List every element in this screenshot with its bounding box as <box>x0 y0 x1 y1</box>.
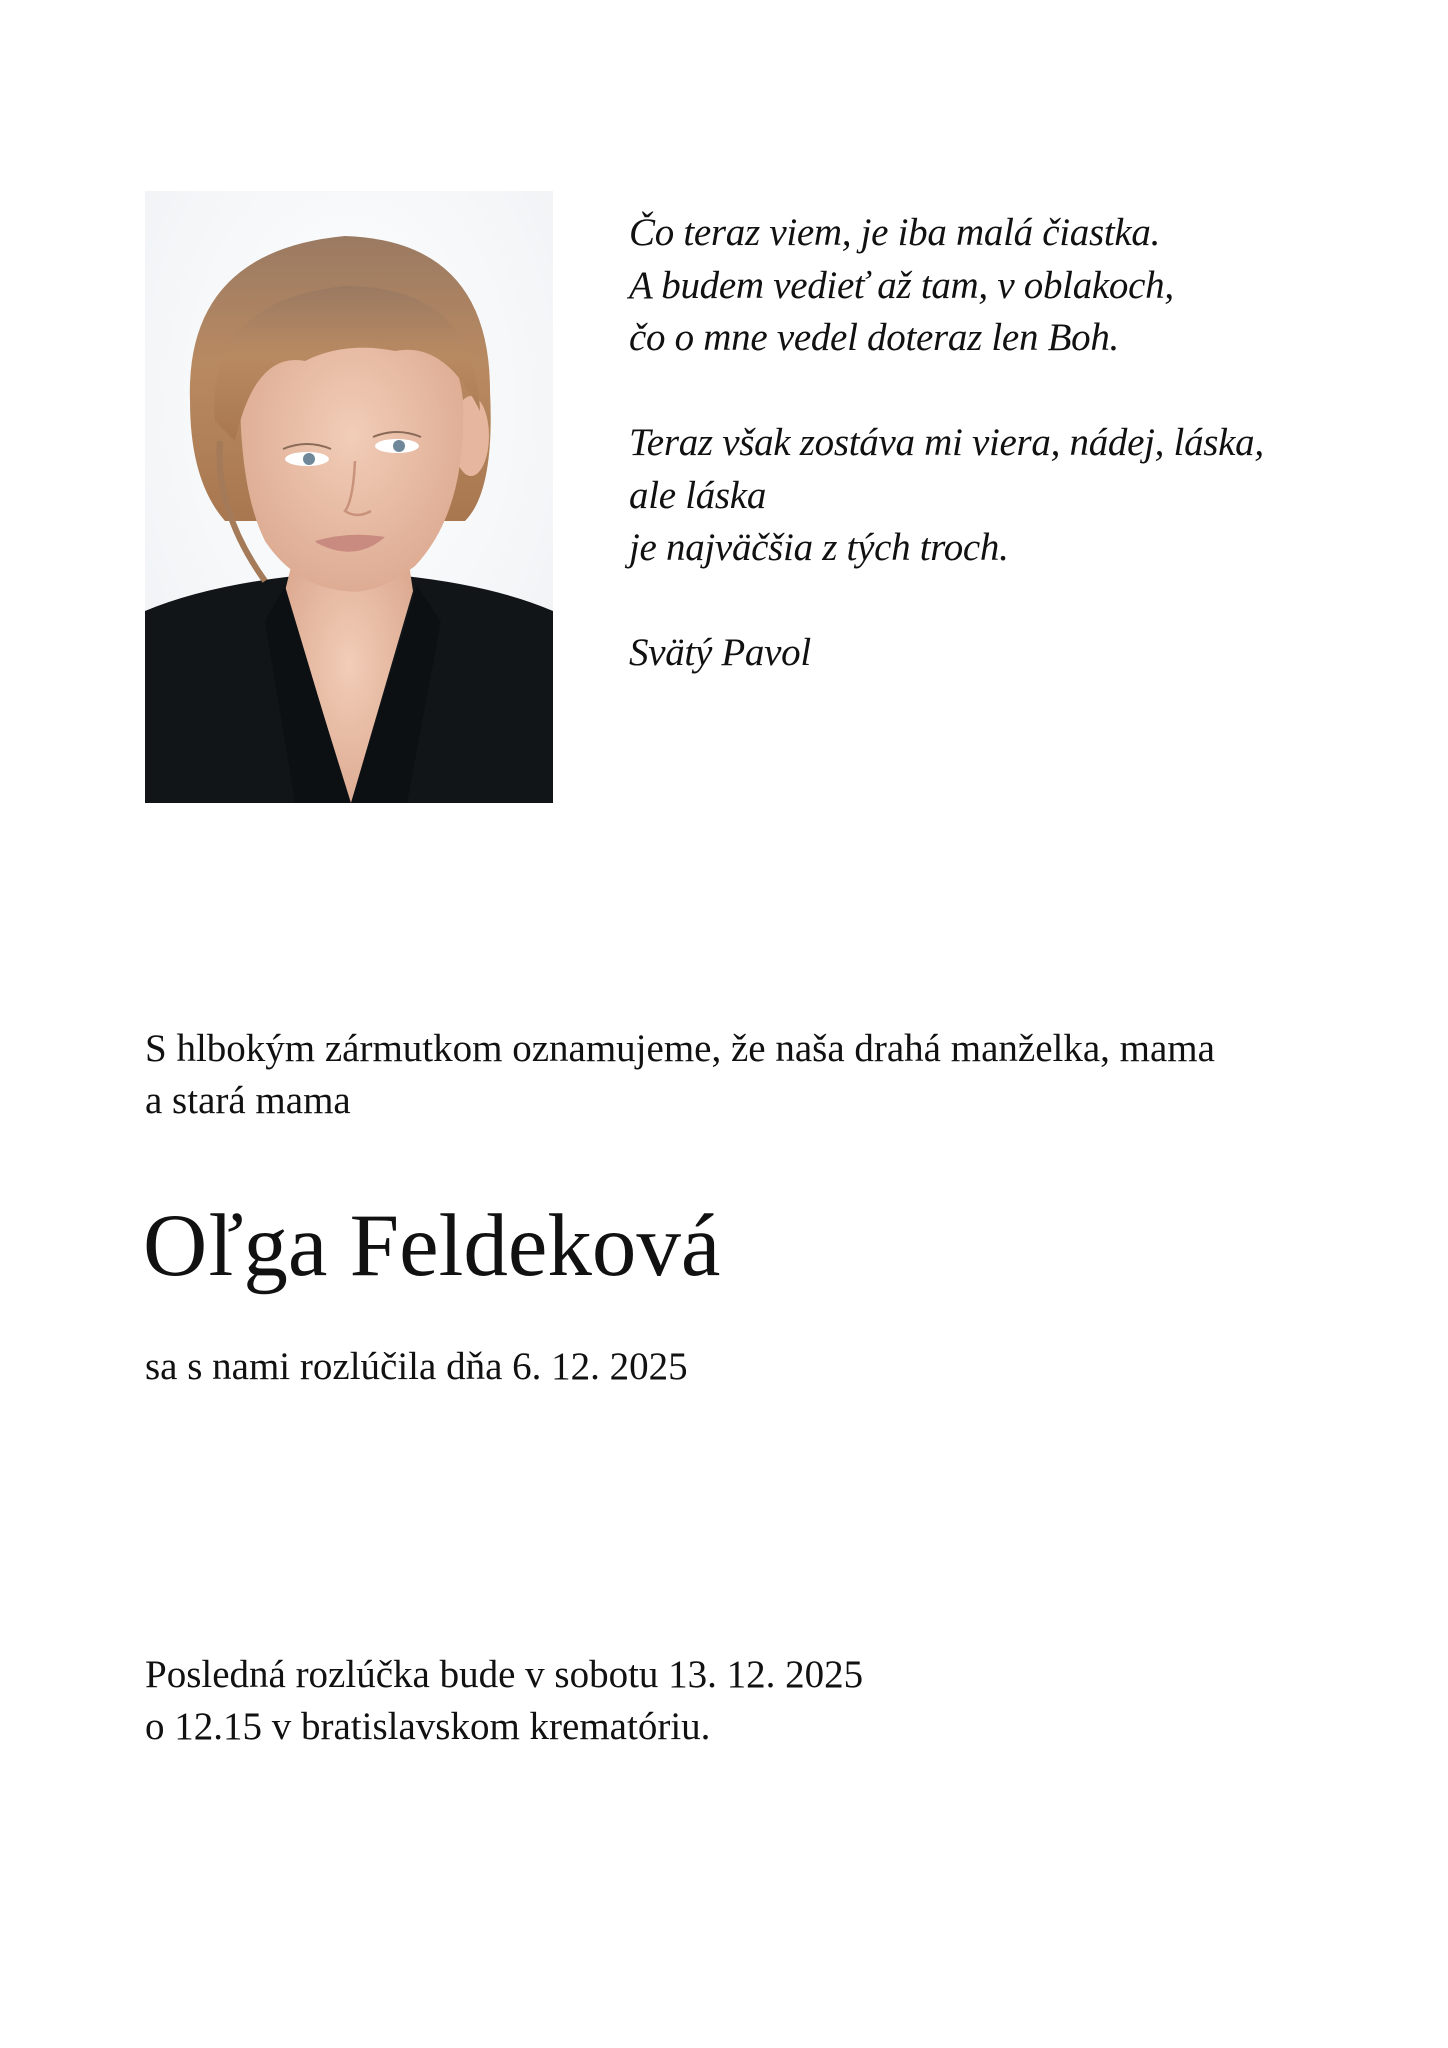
portrait-icon <box>145 191 553 803</box>
poem-attribution: Svätý Pavol <box>629 631 811 674</box>
poem <box>629 207 1264 680</box>
poem-line: A budem vedieť až tam, v oblakoch, <box>629 263 1174 307</box>
announcement-line: S hlbokým zármutkom oznamujeme, že naša drahá manželka, mama <box>145 1027 1215 1070</box>
poem-stanza <box>629 207 1264 365</box>
poem-line: Teraz však zostáva mi viera, nádej, láska, <box>629 421 1264 464</box>
announcement <box>145 1023 1215 1127</box>
funeral-line: o 12.15 v bratislavskom krematóriu. <box>145 1705 711 1748</box>
funeral-details <box>145 1649 863 1753</box>
poem-line: čo o mne vedel doteraz len Boh. <box>629 316 1119 359</box>
poem-stanza <box>629 417 1264 575</box>
funeral-line: Posledná rozlúčka bude v sobotu 13. 12. 2025 <box>145 1653 864 1696</box>
announcement-line: a stará mama <box>145 1079 351 1122</box>
portrait-photo <box>145 191 553 803</box>
poem-line: ale láska <box>629 473 767 517</box>
poem-line: je najväčšia z tých troch. <box>629 526 1009 569</box>
date-of-passing: sa s nami rozlúčila dňa 6. 12. 2025 <box>145 1345 688 1388</box>
deceased-name: Oľga Feldeková <box>143 1197 721 1295</box>
poem-line: Čo teraz viem, je iba malá čiastka. <box>629 211 1161 254</box>
